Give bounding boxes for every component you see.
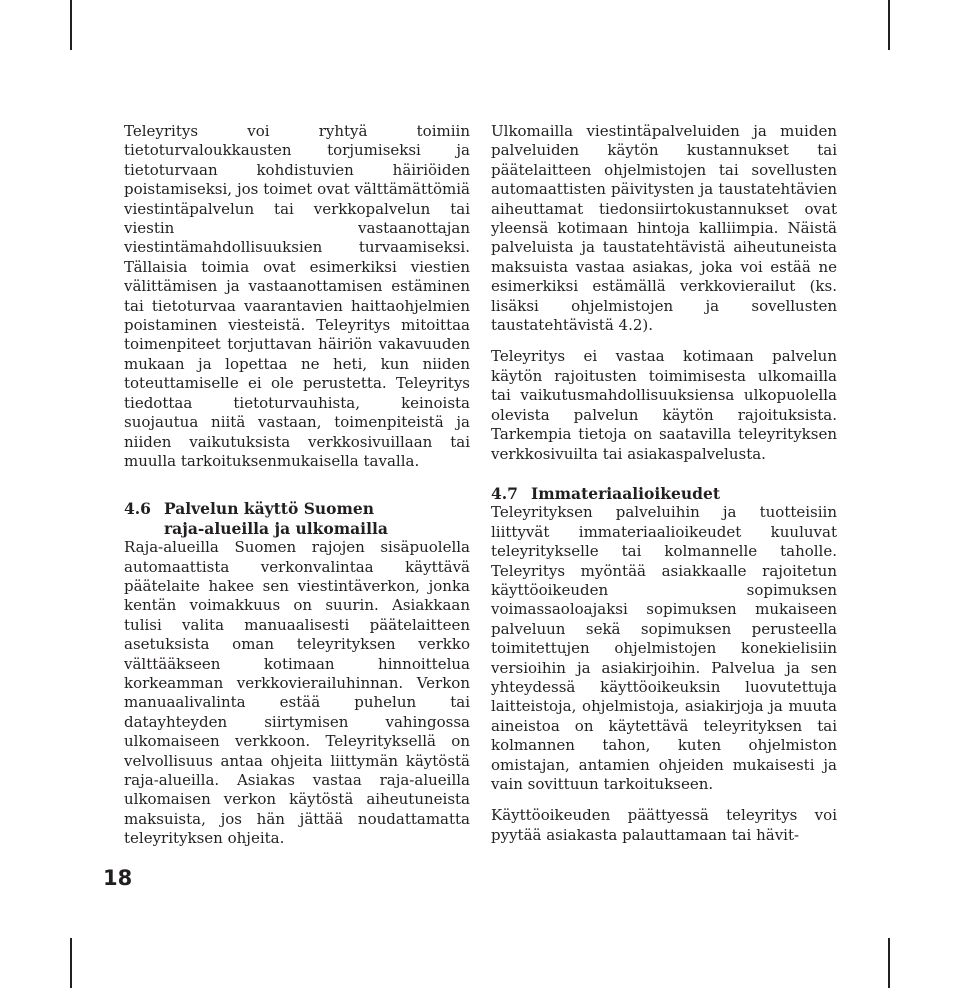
section-number: 4.6 [124, 499, 151, 519]
page-number: 18 [103, 866, 133, 890]
right-paragraph-4: Käyttöoikeuden päättyessä teleyritys voi pyytää asiakasta palauttamaan tai hävit- [491, 806, 837, 844]
crop-mark-top-left [70, 0, 72, 50]
left-paragraph-2: Raja-alueilla Suomen rajojen sisäpuolella automaattista verkonvalintaa käyttävä päätelaite hakee sen viestintäverkon, jonka kentän voimakkuus on suurin. Asiakkaan tulisi valita manuaalisesti päätelaitteen asetuksista oman teleyrityksen verkko välttääkseen kotimaan hinnoittelua korkeamman verkkovierailuhinnan. Verkon manuaalivalinta estää puhelun tai datayhteyden siirtymisen vahingossa ulkomaiseen verkkoon. Teleyrityksellä on velvollisuus antaa ohjeita liittymän käytöstä raja-alueilla. Asiakas vastaa raja-alueilla ulkomaisen verkon käytöstä aiheutuneista maksuista, jos hän jättää noudattamatta teleyrityksen ohjeita. [124, 538, 470, 848]
crop-mark-bottom-right [888, 938, 890, 988]
crop-mark-top-right [888, 0, 890, 50]
left-column [124, 122, 470, 849]
left-paragraph-1: Teleyritys voi ryhtyä toimiin tietoturvaloukkausten torjumiseksi ja tietoturvaan kohdistuvien häiriöiden poistamiseksi, jos toimet ovat välttämättömiä viestintäpalvelun tai verkkopalvelun tai viestin vastaanottajan viestintämahdollisuuksien turvaamiseksi. Tällaisia toimia ovat esimerkiksi viestien välittämisen ja vastaanottamisen estäminen tai tietoturvaa vaarantavien haittaohjelmien poistaminen viesteistä. Teleyritys mitoittaa toimenpiteet torjuttavan häiriön vakavuuden mukaan ja lopettaa ne heti, kun niiden toteuttamiselle ei ole perustetta. Teleyritys tiedottaa tietoturvauhista, keinoista suojautua niitä vastaan, toimenpiteistä ja niiden vaikutuksista verkkosivuillaan tai muulla tarkoituksenmukaisella tavalla. [124, 122, 470, 470]
crop-mark-bottom-left [70, 938, 72, 988]
section-title-line-2: raja-alueilla ja ulkomailla [164, 518, 388, 538]
section-title-line-1: Palvelun käyttö Suomen [164, 499, 375, 519]
section-heading-4-6 [124, 499, 470, 538]
right-column [491, 122, 837, 845]
section-heading-4-7 [491, 484, 837, 503]
section-number: 4.7 [491, 483, 518, 503]
right-paragraph-2: Teleyritys ei vastaa kotimaan palvelun käytön rajoitusten toimimisesta ulkomailla tai vaikutusmahdollisuuksiensa ulkopuolella olevista palvelun käytön rajoituksista. Tarkempia tietoja on saatavilla teleyrityksen verkkosivuilta tai asiakaspalvelusta. [491, 347, 837, 463]
section-title: Immateriaalioikeudet [531, 483, 720, 503]
right-paragraph-1: Ulkomailla viestintäpalveluiden ja muiden palveluiden käytön kustannukset tai päätelaitteen ohjelmistojen tai sovellusten automaattisten päivitysten ja taustatehtävien aiheuttamat tiedonsiirtokustannukset ovat yleensä kotimaan hintoja kalliimpia. Näistä palveluista ja taustatehtävistä aiheutuneista maksuista vastaa asiakas, joka voi estää ne esimerkiksi estämällä verkkovierailut (ks. lisäksi ohjelmistojen ja sovellusten taustatehtävistä 4.2). [491, 122, 837, 335]
right-paragraph-3: Teleyrityksen palveluihin ja tuotteisiin liittyvät immateriaalioikeudet kuuluvat teleyritykselle tai kolmannelle taholle. Teleyritys myöntää asiakkaalle rajoitetun käyttöoikeuden sopimuksen voimassaoloajaksi sopimuksen mukaiseen palveluun sekä sopimuksen perusteella toimitettujen ohjelmistojen konekielisiin versioihin ja asiakirjoihin. Palvelua ja sen yhteydessä käyttöoikeuksin luovutettuja laitteistoja, ohjelmistoja, asiakirjoja ja muuta aineistoa on käytettävä teleyrityksen tai kolmannen tahon, kuten ohjelmiston omistajan, antamien ohjeiden mukaisesti ja vain sovittuun tarkoitukseen. [491, 503, 837, 793]
